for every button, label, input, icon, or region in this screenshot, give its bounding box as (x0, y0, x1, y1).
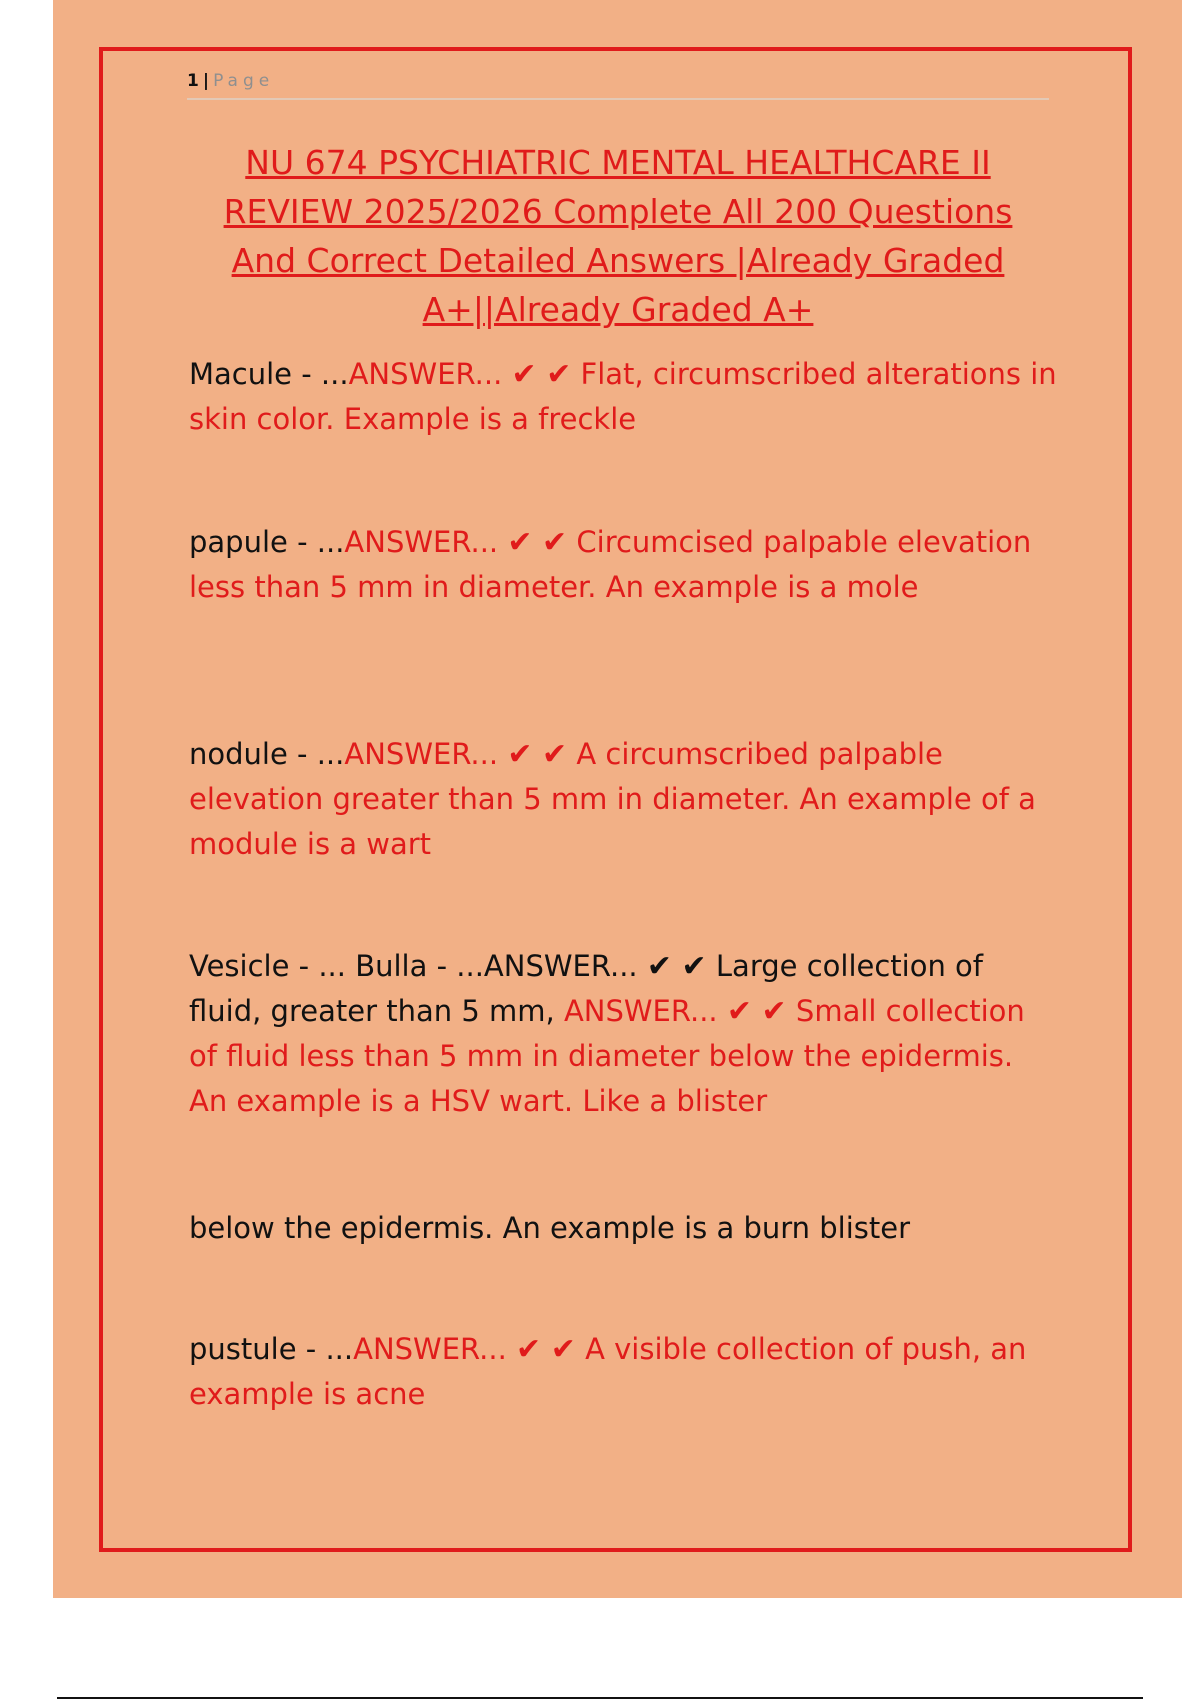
continuation-text: below the epidermis. An example is a burn blister (189, 1211, 911, 1245)
checkmark-icon: ✔ ✔ (511, 357, 572, 392)
checkmark-icon: ✔ ✔ (646, 949, 707, 984)
qa-entry-vesicle-bulla (189, 944, 1059, 1124)
entry-answer-bulla: Large collection of fluid, greater than 5 mm, (189, 949, 984, 1028)
answer-label: ANSWER... (563, 994, 718, 1028)
qa-entry-pustule (189, 1327, 1059, 1417)
answer-label: ANSWER... (348, 357, 503, 391)
checkmark-icon: ✔ ✔ (507, 737, 568, 772)
entry-term: pustule - ... (189, 1332, 354, 1366)
document-title: NU 674 PSYCHIATRIC MENTAL HEALTHCARE II REVIEW 2025/2026 Complete All 200 Questions And Correct Detailed Answers |Already Graded A+||Already Graded A+ (223, 143, 1013, 329)
entry-term: Vesicle - ... Bulla - ...ANSWER... (189, 949, 638, 983)
footer-divider (57, 1697, 1143, 1699)
entry-term: papule - ... (189, 525, 345, 559)
page-separator: | (202, 71, 210, 91)
qa-entry-nodule (189, 732, 1059, 867)
checkmark-icon: ✔ ✔ (516, 1332, 576, 1367)
page-number: 1 (187, 71, 199, 91)
answer-label: ANSWER... (353, 1332, 507, 1366)
entry-term: nodule - ... (189, 737, 345, 771)
page-header (187, 70, 1049, 100)
entry-answer: A visible collection of push, an example is acne (189, 1332, 1027, 1411)
checkmark-icon: ✔ ✔ (507, 525, 568, 560)
answer-label: ANSWER... (344, 525, 499, 559)
checkmark-icon: ✔ ✔ (726, 994, 787, 1029)
entry-answer: Circumcised palpable elevation less than 5 mm in diameter. An example is a mole (189, 525, 1032, 604)
entry-answer: A circumscribed palpable elevation greater than 5 mm in diameter. An example of a module is a wart (189, 737, 1036, 861)
entry-answer: Flat, circumscribed alterations in skin color. Example is a freckle (189, 357, 1057, 436)
qa-entry-papule (189, 520, 1059, 610)
entry-answer: Small collection of fluid less than 5 mm in diameter below the epidermis. An example is a HSV wart. Like a blister (189, 994, 1025, 1118)
page-label: Page (213, 71, 275, 91)
qa-entry-macule (189, 352, 1059, 442)
answer-label: ANSWER... (344, 737, 499, 771)
entry-term: Macule - ... (189, 357, 349, 391)
